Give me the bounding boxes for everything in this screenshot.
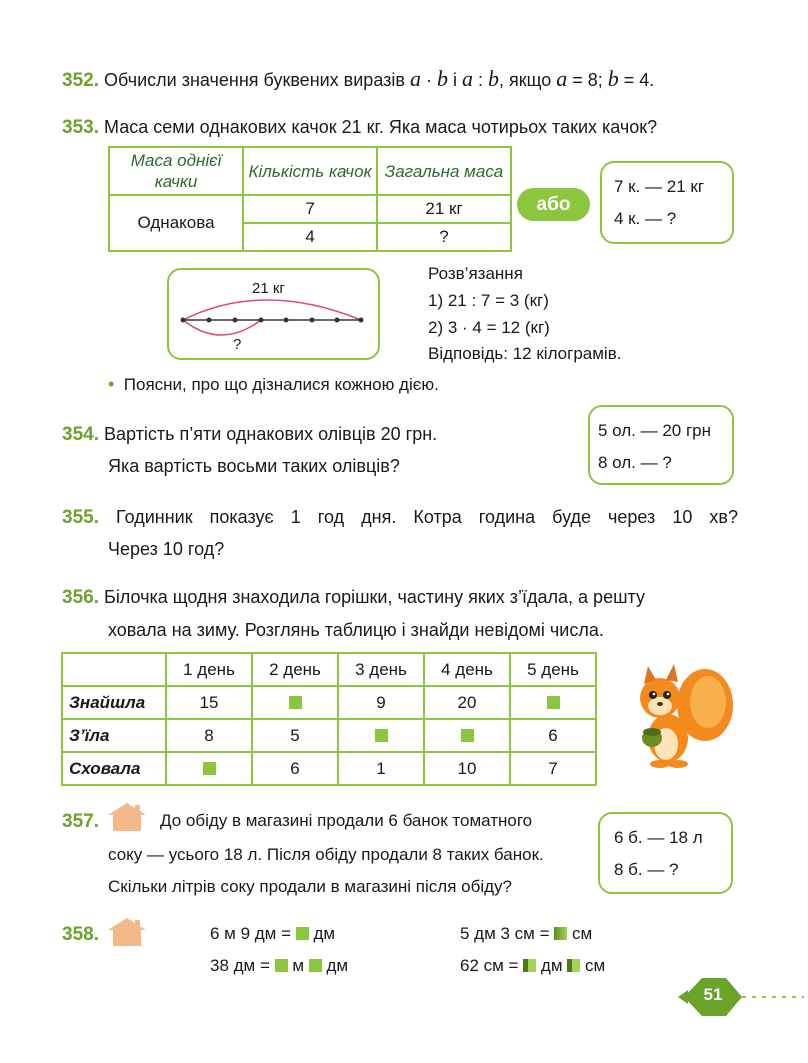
unknown-square-icon bbox=[554, 927, 567, 940]
unknown-square-icon bbox=[309, 959, 322, 972]
conversion-4: 62 см = дм см bbox=[460, 956, 606, 975]
solution-step: 1) 21 : 7 = 3 (кг) bbox=[428, 291, 549, 310]
exercise-355: 355. Годинник показує 1 год дня. Котра година буде через 10 хв? bbox=[62, 507, 738, 528]
exercise-number: 352. bbox=[62, 70, 99, 91]
exercise-358 bbox=[62, 924, 99, 946]
short-note-353: 7 к. — 21 кг 4 к. — ? bbox=[600, 161, 734, 244]
unknown-cell bbox=[166, 752, 252, 785]
short-note-357: 6 б. — 18 л 8 б. — ? bbox=[598, 812, 733, 894]
table-header: 3 день bbox=[338, 653, 424, 686]
unknown-square-icon bbox=[203, 762, 216, 775]
table-header: Кількість качок bbox=[243, 147, 377, 195]
exercise-number: 354. bbox=[62, 424, 99, 445]
unknown-cell bbox=[338, 719, 424, 752]
table-header: 2 день bbox=[252, 653, 338, 686]
unknown-square-icon bbox=[567, 959, 580, 972]
table-header: Маса однієї качки bbox=[109, 147, 243, 195]
or-badge: або bbox=[517, 188, 590, 221]
house-icon bbox=[104, 801, 150, 833]
unknown-cell bbox=[510, 686, 596, 719]
short-note-354: 5 ол. — 20 грн 8 ол. — ? bbox=[588, 405, 734, 485]
table-row: Знайшла 15 9 20 bbox=[62, 686, 596, 719]
unknown-cell bbox=[252, 686, 338, 719]
mass-table bbox=[108, 146, 512, 252]
exercise-number: 353. bbox=[62, 117, 99, 138]
exercise-354: 354. Вартість п’яти однакових олівців 20 грн. bbox=[62, 424, 438, 445]
unknown-square-icon bbox=[296, 927, 309, 940]
table-cell: 4 bbox=[243, 223, 377, 251]
unknown-square-icon bbox=[275, 959, 288, 972]
exercise-357 bbox=[62, 811, 99, 833]
table-header: Загальна маса bbox=[377, 147, 511, 195]
table-header: 1 день bbox=[166, 653, 252, 686]
unknown-square-icon bbox=[461, 729, 474, 742]
table-header: 5 день bbox=[510, 653, 596, 686]
exercise-356: 356. Білочка щодня знаходила горішки, частину яких з’їдала, а решту bbox=[62, 587, 645, 608]
bullet-353: • Поясни, про що дізналися кожною дією. bbox=[108, 374, 439, 394]
squirrel-icon bbox=[630, 660, 740, 770]
unknown-square-icon bbox=[547, 696, 560, 709]
exercise-number: 355. bbox=[62, 507, 99, 528]
table-row: З’їла 8 5 6 bbox=[62, 719, 596, 752]
page-number: 51 bbox=[703, 985, 723, 1004]
table-cell: 7 bbox=[243, 195, 377, 223]
table-header: 4 день bbox=[424, 653, 510, 686]
solution-step: 2) 3 · 4 = 12 (кг) bbox=[428, 318, 550, 337]
conversion-2: 38 дм = м дм bbox=[210, 956, 349, 975]
solution-title: Розв’язання bbox=[428, 264, 523, 283]
unknown-square-icon bbox=[523, 959, 536, 972]
exercise-number: 356. bbox=[62, 587, 99, 608]
conversion-1: 6 м 9 дм = дм bbox=[210, 924, 336, 943]
unknown-cell bbox=[424, 719, 510, 752]
bullet-icon: • bbox=[108, 374, 115, 394]
conversion-3: 5 дм 3 см = см bbox=[460, 924, 593, 943]
house-icon bbox=[104, 916, 150, 948]
exercise-353-text: 353. Маса семи однакових качок 21 кг. Яка маса чотирьох таких качок? bbox=[62, 117, 658, 138]
table-cell: Однакова bbox=[109, 195, 243, 251]
table-row: Сховала 6 1 10 7 bbox=[62, 752, 596, 785]
table-cell: ? bbox=[377, 223, 511, 251]
segment-diagram: 21 кг ? bbox=[167, 268, 380, 360]
exercise-number: 358. bbox=[62, 924, 99, 945]
squirrel-table bbox=[61, 652, 597, 786]
exercise-352: 352. Обчисли значення буквених виразів a · b і a : b, якщо a = 8; b = 4. bbox=[62, 66, 655, 91]
table-cell: 21 кг bbox=[377, 195, 511, 223]
solution-answer: Відповідь: 12 кілограмів. bbox=[428, 344, 622, 363]
unknown-square-icon bbox=[375, 729, 388, 742]
unknown-square-icon bbox=[289, 696, 302, 709]
exercise-number: 357. bbox=[62, 811, 99, 832]
